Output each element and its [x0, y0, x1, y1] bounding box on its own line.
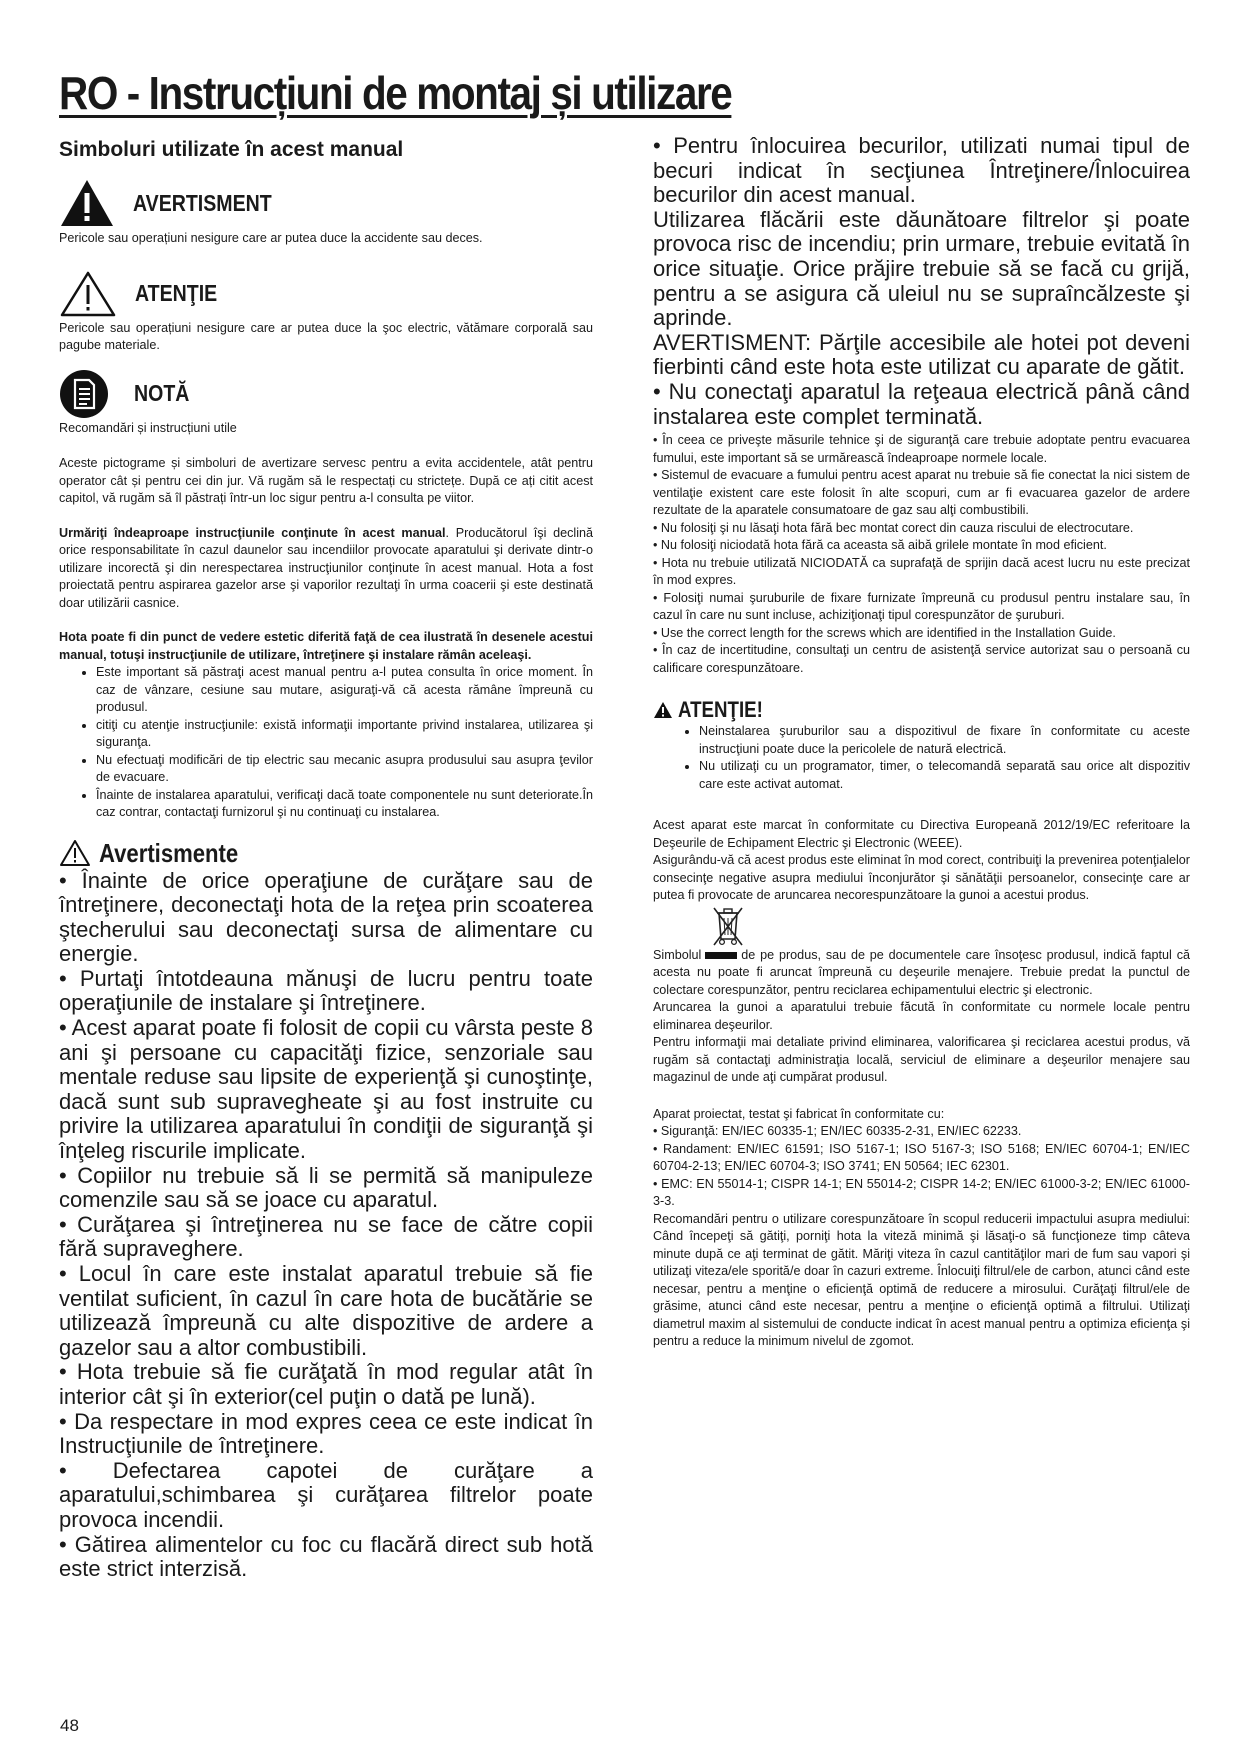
warning-title: AVERTISMENT — [133, 189, 272, 216]
follow-instructions-paragraph — [59, 525, 593, 613]
left-column — [59, 132, 593, 1582]
intro-paragraph: Aceste pictograme și simboluri de avertizare servesc pentru a evita accidentele, atât pentru operator cât și pentru cei din jur. Vă rugăm să le respectați cu strictețe. După ce ați citit acest capitol, vă rugăm să îl păstrați într-un loc sigur pentru a-l consulta pe viitor. — [59, 456, 593, 505]
attention-title: ATENŢIE! — [678, 697, 763, 723]
list-item: • Nu utilizaţi cu un programator, timer, o telecomandă separată sau orice alt dispozitiv care este activat automat. — [699, 758, 1190, 793]
list-item: • Înainte de instalarea aparatului, verificaţi dacă toate componentele nu sunt deteriorate.În caz contrar, contactaţi furnizorul şi nu continuaţi cu instalarea. — [96, 787, 593, 822]
warning-triangle-outline-icon — [59, 270, 117, 318]
list-item: • Acest aparat poate fi folosit de copii cu vârsta peste 8 ani şi persoane cu capacităţi fizice, senzoriale sau mentale reduse sau lipsite de experienţă şi cunoştinţe, dacă sunt sub supravegheate şi au fost instruite cu privire la utilizarea aparatului în condiţii de siguranţă şi înţeleg riscurile implicate. — [59, 1015, 593, 1164]
note-title: NOTĂ — [134, 380, 190, 406]
note-description: Recomandări și instrucțiuni utile — [59, 420, 237, 435]
attention-heading-row — [653, 697, 1190, 723]
weee-bin-icon-wrapper — [711, 905, 1190, 947]
weee-bar-icon — [705, 952, 737, 959]
paragraph: Acest aparat este marcat în conformitate cu Directiva Europeană 2012/19/EC referitoare la Deşeurile de Echipament Electric şi Electronic (WEEE). — [653, 818, 1190, 850]
paragraph: Aruncarea la gunoi a aparatului trebuie făcută în conformitate cu normele locale pentru eliminarea deşeurilor. — [653, 1000, 1190, 1032]
caution-title: ATENŢIE — [135, 280, 218, 306]
paragraph: • EMC: EN 55014-1; CISPR 14-1; EN 55014-2; CISPR 14-2; EN/IEC 61000-3-2; EN/IEC 61000-3-3. — [653, 1176, 1190, 1209]
list-item: • Neinstalarea şuruburilor sau a dispozitivul de fixare în conformitate cu aceste instrucţiuni poate duce la pericolele de natură electrică. — [699, 723, 1190, 758]
design-note-paragraph: Hota poate fi din punct de vedere estetic diferită faţă de cea ilustrată în desenele acestui manual, totuşi instrucţiunile de utilizare, întreţinere şi instalare rămân aceleaşi. — [59, 630, 593, 662]
attention-bullets — [653, 723, 1190, 793]
page-title: RO - Instrucțiuni de montaj și utilizare — [59, 67, 732, 119]
follow-instructions-text: . Producătorul îşi declină orice responsabilitate în cazul daunelor sau incendiilor provocate aparatului şi derivate dintr-o utilizare incorectă şi din nerespectarea instrucţiunilor conţinute în acest manual. Hota a fost proiectată pentru aspirarea gazelor arse şi vaporilor rezultaţi în urma coacerii şi este destinată doar utilizării casnice. — [59, 525, 594, 610]
standards-paragraphs — [653, 1106, 1190, 1351]
caution-description: Pericole sau operațiuni nesigure care ar putea duce la şoc electric, vătămare corporală sau pagube materiale. — [59, 320, 593, 352]
paragraph: • Nu folosiţi şi nu lăsaţi hota fără bec montat corect din cauza riscului de electrocutare. — [653, 520, 1134, 535]
warnings-heading-row — [59, 838, 593, 869]
crossed-bin-icon — [711, 905, 745, 947]
list-item: • Nu efectuaţi modificări de tip electric sau mecanic asupra produsului sau asupra ţevilor de evacuare. — [96, 752, 593, 787]
paragraph: • Nu conectaţi aparatul la reţeaua electrică până când instalarea este complet terminată. — [653, 378, 1190, 429]
weee-paragraphs — [653, 817, 1190, 905]
paragraph: Asigurându-vă că acest produs este eliminat în mod corect, contribuiţi la prevenirea potenţialelor consecinţe negative asupra mediului înconjurător şi sănătăţii persoanelor, consecinţe care ar putea fi provocate de aruncarea necorespunzătoare la gunoi a acestui produs. — [653, 853, 1190, 903]
warning-triangle-outline-icon — [59, 839, 91, 867]
symbol-paragraph — [653, 947, 1190, 1000]
general-bullets — [59, 664, 593, 822]
warning-symbol-row — [59, 178, 593, 228]
paragraph: • Use the correct length for the screws which are identified in the Installation Guide. — [653, 625, 1116, 640]
paragraph: • Hota nu trebuie utilizată NICIODATĂ ca suprafaţă de sprijin dacă acest lucru nu este precizat în mod expres. — [653, 555, 1190, 588]
paragraph: AVERTISMENT: Părţile accesibile ale hotei pot deveni fierbinti când este hota este utilizat cu aparate de gătit. — [653, 329, 1190, 380]
list-item: • Da respectare in mod expres ceea ce este indicat în Instrucţiunile de întreţinere. — [59, 1408, 593, 1459]
paragraph: • Sistemul de evacuare a fumului pentru acest aparat nu trebuie să fie conectat la nici sistem de ventilaţie existent care este folosit în alte scopuri, cum ar fi evacuarea gazelor de ardere rezultate de la aparatele consumatoare de gaz sau alţi combustibili. — [653, 468, 1190, 518]
warning-description: Pericole sau operațiuni nesigure care ar putea duce la accidente sau deces. — [59, 231, 483, 245]
paragraph: • Siguranţă: EN/IEC 60335-1; EN/IEC 60335-2-31, EN/IEC 62233. — [653, 1124, 1022, 1139]
paragraph: • În ceea ce priveşte măsurile tehnice şi de siguranţă care trebuie adoptate pentru evacuarea fumului, este important să se urmărească îndeaproape normele locale. — [653, 433, 1190, 465]
paragraph: • Folosiţi numai şuruburile de fixare furnizate împreună cu produsul pentru instalare sau, în cazul în care nu sunt incluse, achiziţionaţi tipul corespunzător de şuruburi. — [653, 590, 1190, 623]
follow-instructions-bold: Urmăriţi îndeaproape instrucţiunile conţinute în acest manual — [59, 525, 446, 540]
symbol-word: Simbolul — [653, 947, 702, 962]
list-item: • citiţi cu atenţie instrucţiunile: există informaţii importante privind instalarea, utilizarea şi siguranţa. — [96, 717, 593, 752]
list-item: • Locul în care este instalat aparatul trebuie să fie ventilat suficient, în cazul în care hota de bucătărie se utilizează împreună cu alte dispozitive de ardere a gazelor sau a altor combustibili. — [59, 1261, 593, 1360]
note-document-icon — [59, 369, 109, 419]
paragraph: Utilizarea flăcării este dăunătoare filtrelor şi poate provoca risc de incendiu; prin urmare, trebuie evitată în orice situaţie. Orice prăjire trebuie să se facă cu grijă, pentru a se asigura că uleiul nu se supraîncălzeste şi aprinde. — [653, 206, 1190, 331]
right-small-paragraphs — [653, 432, 1190, 677]
list-item: • Copiilor nu trebuie să li se permită să manipuleze comenzile sau să se joace cu aparatul. — [59, 1162, 593, 1213]
right-large-paragraphs — [653, 134, 1190, 429]
warnings-title: Avertismente — [99, 837, 239, 868]
paragraph: • Nu folosiţi niciodată hota fără ca aceasta să aibă grilele montate în mod eficient. — [653, 538, 1107, 553]
list-item: • Înainte de orice operaţiune de curăţare sau de întreţinere, deconectaţi hota de la reţea prin scoaterea ştecherului sau deconectaţi sursa de alimentare cu energie. — [59, 867, 593, 967]
paragraph: Pentru informaţii mai detaliate privind eliminarea, valorificarea şi reciclarea acestui produs, vă rugăm să contactaţi administraţia locală, serviciul de eliminare a deşeurilor menajere sau magazinul de unde aţi cumpărat produsul. — [653, 1035, 1190, 1085]
list-item: • Este important să păstraţi acest manual pentru a-l putea consulta în orice moment. În caz de vânzare, cesiune sau mutare, asiguraţi-vă că acesta rămâne împreună cu produsul. — [96, 664, 593, 717]
paragraph: • În caz de incertitudine, consultaţi un centru de asistenţă service autorizat sau o persoană cu calificare corespunzătoare. — [653, 643, 1190, 675]
list-item: • Purtaţi întotdeauna mănuşi de lucru pentru toate operaţiunile de instalare şi întreţinere. — [59, 965, 593, 1016]
caution-symbol-row — [59, 270, 593, 318]
note-symbol-row — [59, 369, 593, 419]
paragraph: Aparat proiectat, testat şi fabricat în conformitate cu: — [653, 1106, 945, 1121]
list-item: • Gătirea alimentelor cu foc cu flacără direct sub hotă este strict interzisă. — [59, 1531, 593, 1582]
right-column — [653, 134, 1190, 1351]
warning-triangle-filled-icon — [59, 178, 115, 228]
symbols-heading: Simboluri utilizate în acest manual — [59, 138, 404, 161]
list-item: • Curăţarea şi întreţinerea nu se face de către copii fără supraveghere. — [59, 1211, 593, 1262]
warning-triangle-filled-icon — [653, 701, 673, 719]
warnings-list — [59, 869, 593, 1582]
paragraph: • Pentru înlocuirea becurilor, utilizati numai tipul de becuri indicat în secţiunea Întreţinere/Înlocuirea becurilor din acest manual. — [653, 133, 1190, 208]
disposal-paragraphs — [653, 999, 1190, 1087]
paragraph: • Randament: EN/IEC 61591; ISO 5167-1; ISO 5167-3; ISO 5168; EN/IEC 60704-1; EN/IEC 60704-2-13; EN/IEC 60704-3; ISO 3741; EN 50564; IEC 62301. — [653, 1141, 1190, 1174]
paragraph: Recomandări pentru o utilizare corespunzătoare în scopul reducerii impactului asupra mediului: Când începeţi să gătiţi, porniţi hota la viteză minimă şi lăsaţi-o să funcţioneze timp câteva minute după ce aţi terminat de gătit. Măriţi viteza în cazul cantităţilor mari de fum sau vapori şi utilizaţi viteza/ele sporită/e doar în cazuri extreme. Înlocuiţi filtrul/ele de carbon, atunci când este necesar, pentru a menţine o eficienţă optimă de reducere a mirosului. Curăţaţi filtrul/ele de grăsime, atunci când este necesar, pentru a menţine o eficienţă optimă a filtrului. Utilizaţi diametrul maxim al sistemului de conducte indicat în acest manual pentru a optimiza eficienţa şi pentru a reduce la minimum nivelul de zgomot. — [653, 1211, 1190, 1349]
list-item: • Hota trebuie să fie curăţată în mod regular atât în interior cât şi în exterior(cel puţin o dată pe lună). — [59, 1359, 593, 1409]
symbol-text: de pe produs, sau de pe documentele care însoţesc produsul, indică faptul că acesta nu poate fi aruncat împreună cu deşeurile menajere. Trebuie predat la punctul de colectare corespunzător, pentru reciclarea echipamentului electric şi electronic. — [653, 947, 1190, 997]
page-number: 48 — [60, 1716, 79, 1735]
list-item: • Defectarea capotei de curăţare a aparatului,schimbarea şi curăţarea filtrelor poate provoca incendii. — [59, 1457, 593, 1532]
